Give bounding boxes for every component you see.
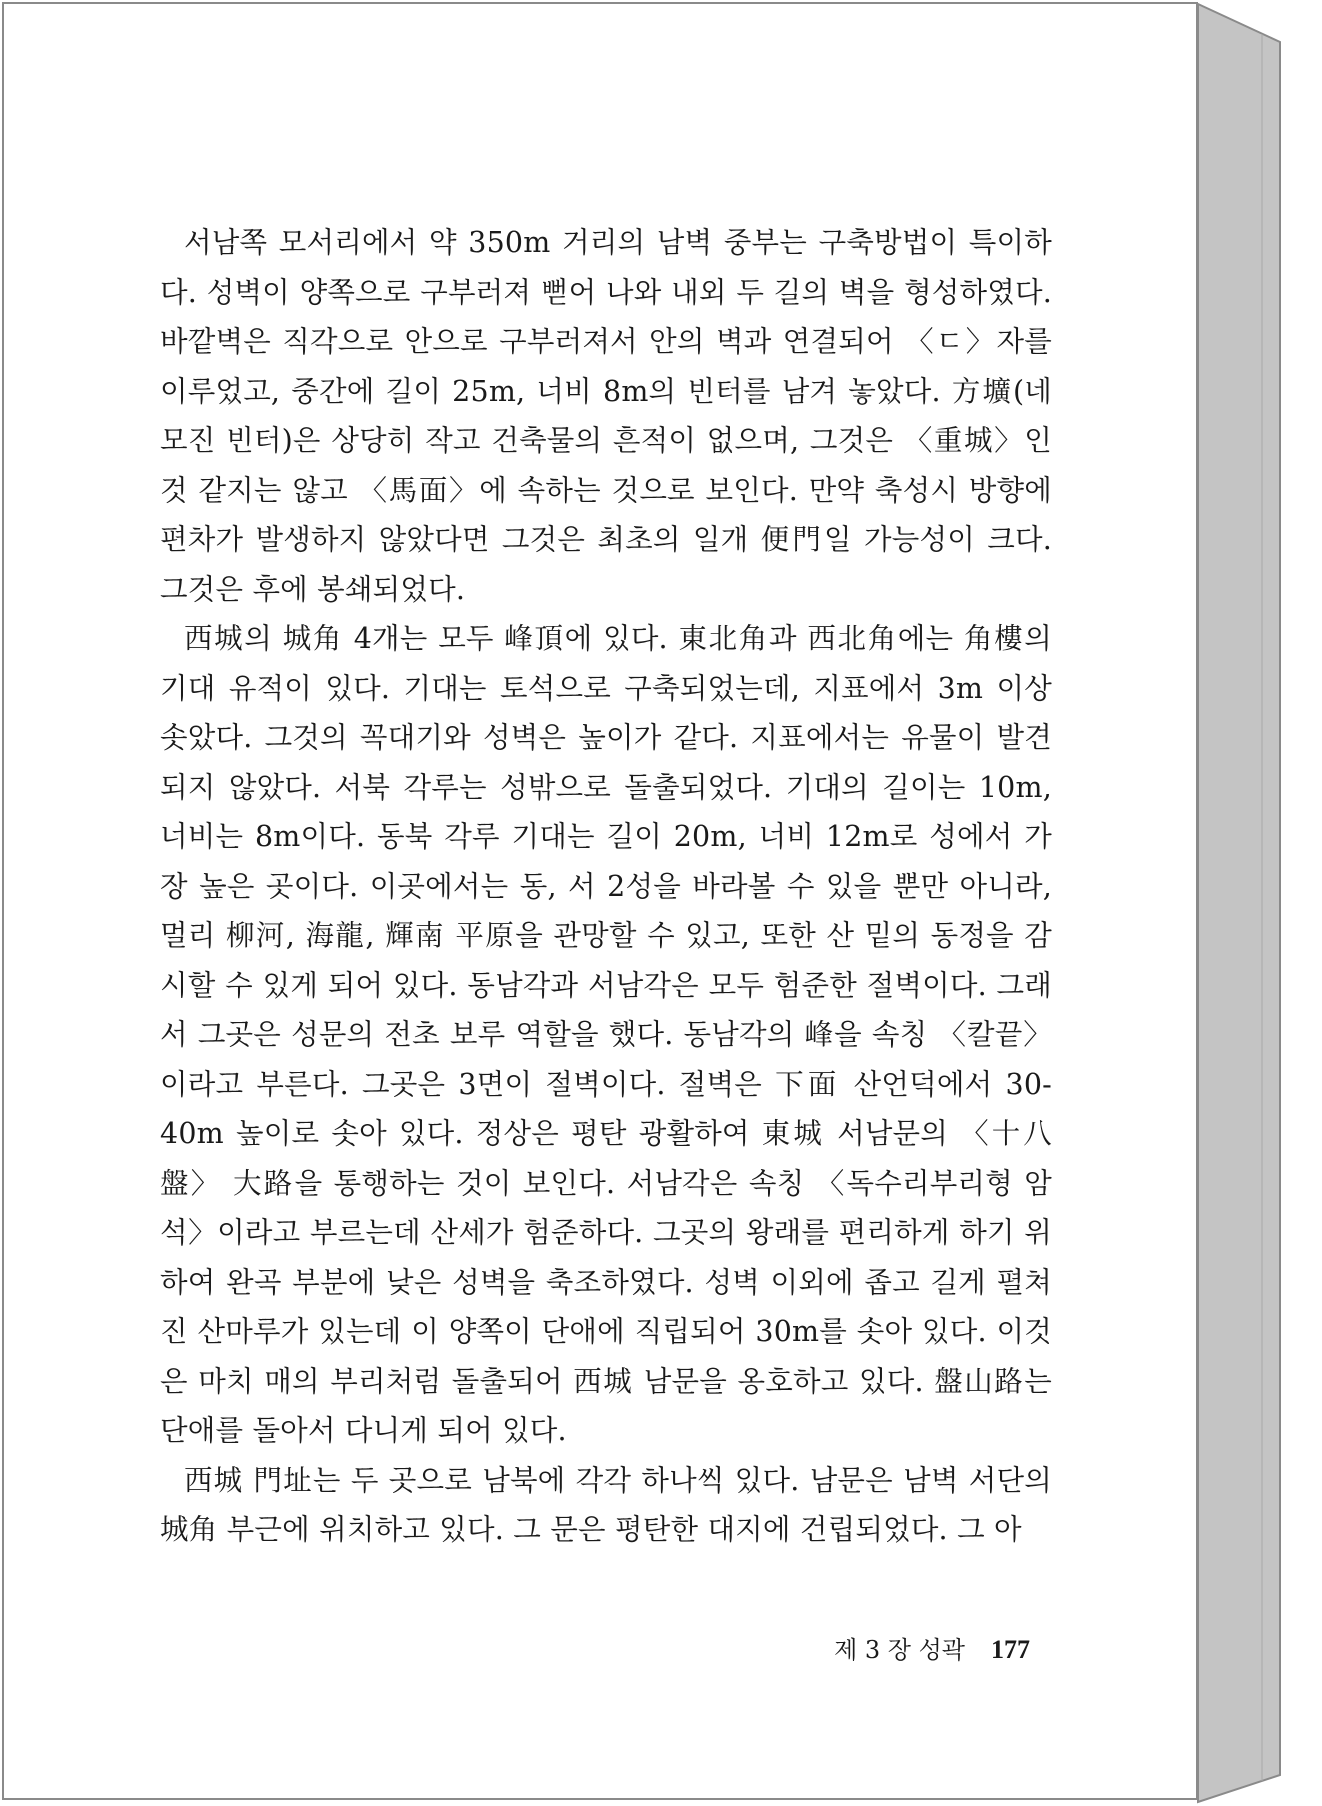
- spine-side-face: [1198, 4, 1280, 1802]
- paragraph-2: 西城의 城角 4개는 모두 峰頂에 있다. 東北角과 西北角에는 角樓의 기대 유적이 있다. 기대는 토석으로 구축되었는데, 지표에서 3m 이상 솟았다. 그것의 꼭대기와 성벽은 높이가 같다. 지표에서는 유물이 발견되지 않았다. 서북 각루는 성밖으로 돌출되었다. 기대의 길이는 10m, 너비는 8m이다. 동북 각루 기대는 길이 20m, 너비 12m로 성에서 가장 높은 곳이다. 이곳에서는 동, 서 2성을 바라볼 수 있을 뿐만 아니라, 멀리 柳河, 海龍, 輝南 平原을 관망할 수 있고, 또한 산 밑의 동정을 감시할 수 있게 되어 있다. 동남각과 서남각은 모두 험준한 절벽이다. 그래서 그곳은 성문의 전초 보루 역할을 했다. 동남각의 峰을 속칭 〈칼끝〉이라고 부른다. 그곳은 3면이 절벽이다. 절벽은 下面 산언덕에서 30-40m 높이로 솟아 있다. 정상은 평탄 광활하여 東城 서남문의 〈十八盤〉 大路을 통행하는 것이 보인다. 서남각은 속칭 〈독수리부리형 암석〉이라고 부르는데 산세가 험준하다. 그곳의 왕래를 편리하게 하기 위하여 완곡 부분에 낮은 성벽을 축조하였다. 성벽 이외에 좁고 길게 펼쳐진 산마루가 있는데 이 양쪽이 단애에 직립되어 30m를 솟아 있다. 이것은 마치 매의 부리처럼 돌출되어 西城 남문을 옹호하고 있다. 盤山路는 단애를 돌아서 다니게 되어 있다.: [160, 622, 1052, 1447]
- body-text: [160, 218, 1052, 1555]
- page-number: 177: [991, 1635, 1030, 1664]
- paragraph-3: 西城 門址는 두 곳으로 남북에 각각 하나씩 있다. 남문은 남벽 서단의 城角 부근에 위치하고 있다. 그 문은 평탄한 대지에 건립되었다. 그 아: [160, 1463, 1052, 1546]
- page-footer: [834, 1630, 1030, 1665]
- chapter-title: 제 3 장 성곽: [834, 1636, 965, 1664]
- paragraph-1: 서남쪽 모서리에서 약 350m 거리의 남벽 중부는 구축방법이 특이하다. 성벽이 양쪽으로 구부러져 뻗어 나와 내외 두 길의 벽을 형성하였다. 바깥벽은 직각으로 안으로 구부러져서 안의 벽과 연결되어 〈ㄷ〉자를 이루었고, 중간에 길이 25m, 너비 8m의 빈터를 남겨 놓았다. 方壙(네모진 빈터)은 상당히 작고 건축물의 흔적이 없으며, 그것은 〈重城〉인 것 같지는 않고 〈馬面〉에 속하는 것으로 보인다. 만약 축성시 방향에 편차가 발생하지 않았다면 그것은 최초의 일개 便門일 가능성이 크다. 그것은 후에 봉쇄되었다.: [160, 226, 1052, 606]
